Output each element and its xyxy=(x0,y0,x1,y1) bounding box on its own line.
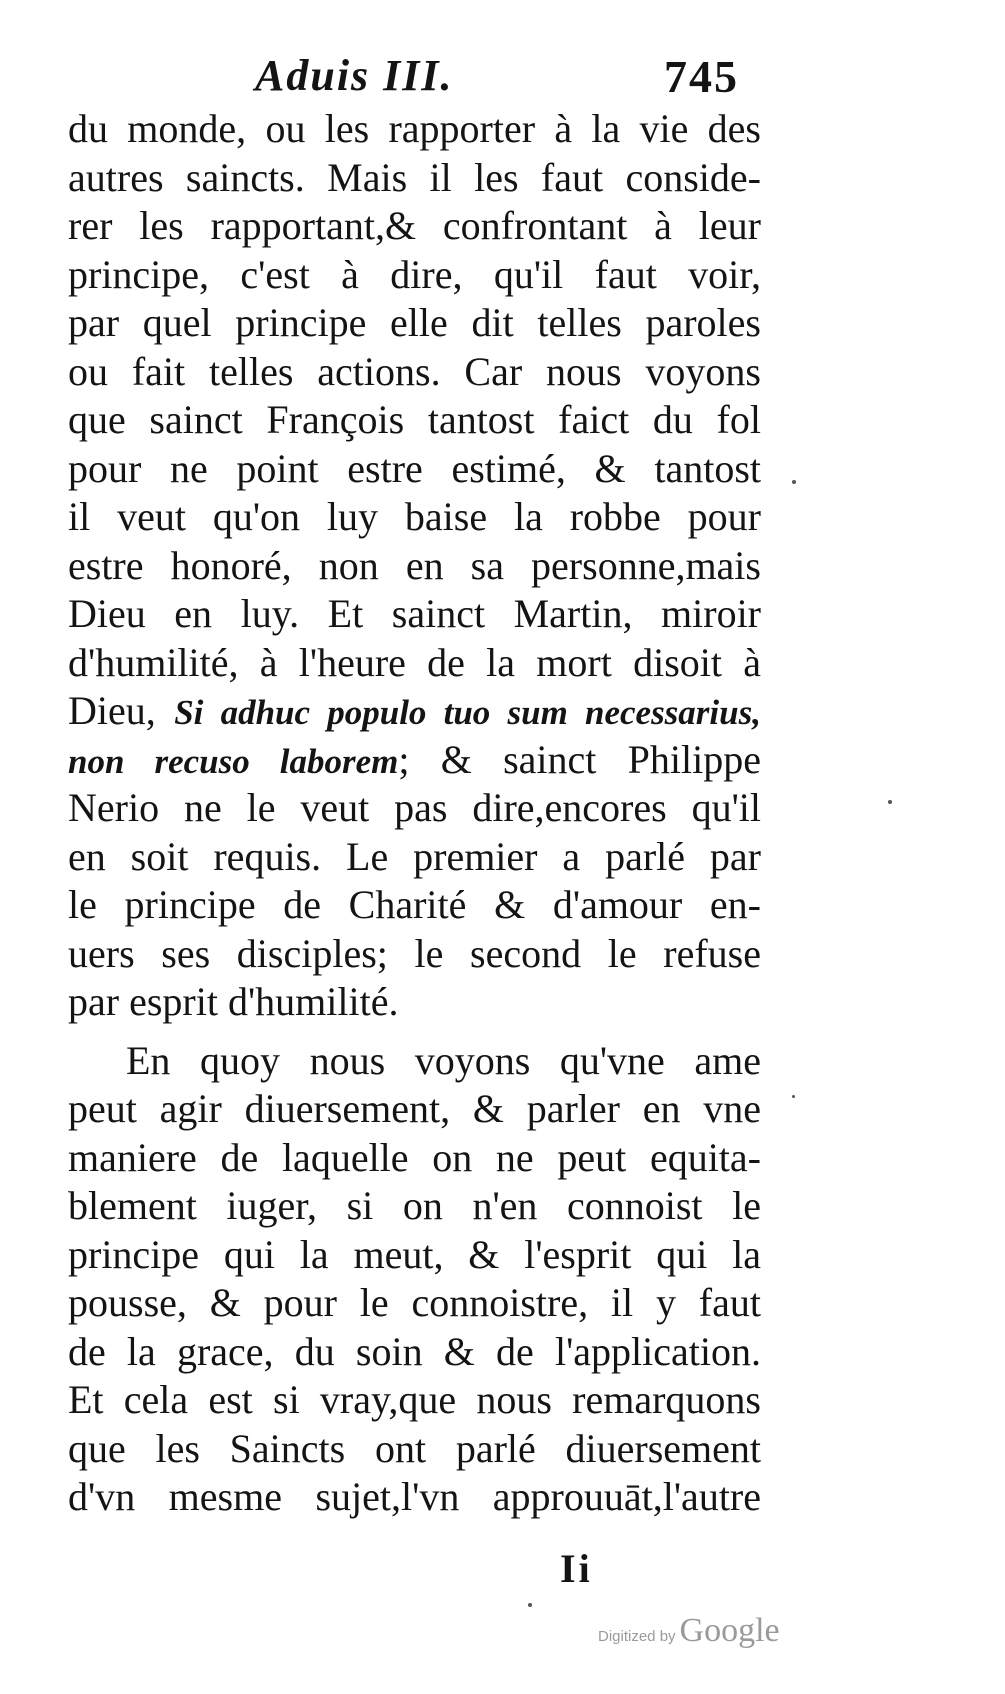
running-head: Aduis III. xyxy=(255,51,454,100)
text-line: du monde, ou les rapporter à la vie des xyxy=(68,106,761,151)
text-line: autres saincts. Mais il les faut conside- xyxy=(68,154,761,200)
text-line: par esprit d'humilité. xyxy=(68,979,399,1024)
text-line: estre honoré, non en sa personne,mais xyxy=(68,542,761,588)
latin-quote: non recuso laborem xyxy=(68,741,399,781)
text-line: de la grace, du soin & de l'application. xyxy=(68,1328,761,1374)
text-line: Nerio ne le veut pas dire,encores qu'il xyxy=(68,785,761,830)
text-line: uers ses disciples; le second le refuse xyxy=(68,930,761,976)
text-line: pousse, & pour le connoistre, il y faut xyxy=(68,1280,761,1325)
latin-quote-line xyxy=(68,736,761,785)
text-line: Dieu en luy. Et sainct Martin, miroir xyxy=(68,591,761,636)
text-line: en soit requis. Le premier a parlé par xyxy=(68,833,761,879)
ink-speck xyxy=(792,1095,795,1098)
text-line: d'humilité, à l'heure de la mort disoit à xyxy=(68,639,761,685)
text-line: principe, c'est à dire, qu'il faut voir, xyxy=(68,251,761,297)
text-fragment: Dieu, xyxy=(68,688,175,733)
text-line: ou fait telles actions. Car nous voyons xyxy=(68,348,761,394)
text-line: d'vn mesme sujet,l'vn approuuāt,l'autre xyxy=(68,1474,761,1519)
text-line: Et cela est si vray,que nous remarquons xyxy=(68,1377,761,1422)
text-line: principe qui la meut, & l'esprit qui la xyxy=(68,1231,761,1277)
text-line: rer les rapportant,& confrontant à leur xyxy=(68,203,761,248)
body-text xyxy=(68,105,761,1522)
ink-speck xyxy=(888,800,892,804)
digitized-watermark xyxy=(598,1612,780,1650)
page-number: 745 xyxy=(664,51,739,102)
ink-speck xyxy=(528,1603,532,1607)
latin-quote: Si adhuc populo tuo sum necessarius, xyxy=(174,693,761,732)
digitized-prefix: Digitized by xyxy=(598,1628,676,1645)
latin-quote-line xyxy=(68,687,761,736)
text-line: que sainct François tantost faict du fol xyxy=(68,397,761,442)
google-wordmark: Google xyxy=(679,1612,780,1649)
text-line: pour ne point estre estimé, & tantost xyxy=(68,445,761,491)
signature-mark: Ii xyxy=(560,1546,593,1591)
text-line: que les Saincts ont parlé diuersement xyxy=(68,1425,761,1471)
text-line: le principe de Charité & d'amour en- xyxy=(68,882,761,927)
ink-speck xyxy=(792,480,796,484)
text-line: blement iuger, si on n'en connoist le xyxy=(68,1183,761,1228)
text-line: il veut qu'on luy baise la robbe pour xyxy=(68,494,761,539)
text-line: En quoy nous voyons qu'vne ame xyxy=(126,1037,761,1083)
paragraph-gap xyxy=(68,1027,761,1037)
text-line: maniere de laquelle on ne peut equita- xyxy=(68,1134,761,1180)
text-fragment: ; & sainct Philippe xyxy=(398,736,761,782)
text-line: par quel principe elle dit telles paroles xyxy=(68,300,761,345)
text-line: peut agir diuersement, & parler en vne xyxy=(68,1086,761,1131)
